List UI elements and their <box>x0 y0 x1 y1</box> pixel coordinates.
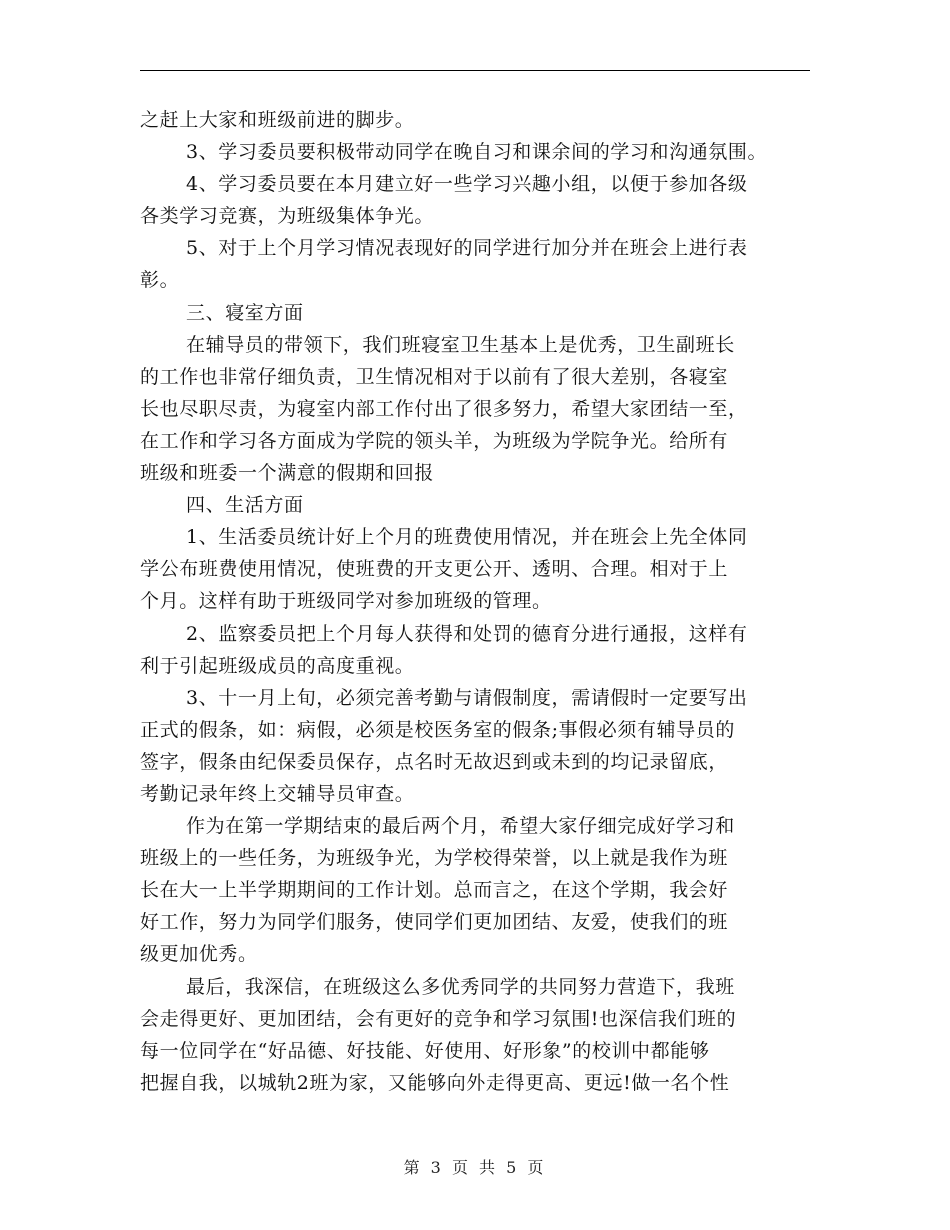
text-line: 2、监察委员把上个月每人获得和处罚的德育分进行通报，这样有 <box>186 622 748 645</box>
section-heading: 四、生活方面 <box>186 494 304 517</box>
section-heading: 三、寝室方面 <box>186 301 304 324</box>
text-line: 的工作也非常仔细负责，卫生情况相对于以前有了很大差别，各寝室 <box>140 365 729 388</box>
text-line: 利于引起班级成员的高度重视。 <box>140 654 415 677</box>
text-line: 考勤记录年终上交辅导员审查。 <box>140 782 415 805</box>
text-line: 3、学习委员要积极带动同学在晚自习和课余间的学习和沟通氛围。 <box>186 141 768 164</box>
text-line: 个月。这样有助于班级同学对参加班级的管理。 <box>140 590 552 613</box>
header-rule <box>140 70 810 71</box>
text-line: 作为在第一学期结束的最后两个月，希望大家仔细完成好学习和 <box>186 815 735 838</box>
text-line: 4、学习委员要在本月建立好一些学习兴趣小组，以便于参加各级 <box>186 173 748 196</box>
text-line: 正式的假条，如：病假，必须是校医务室的假条;事假必须有辅导员的 <box>140 718 736 741</box>
text-line: 在工作和学习各方面成为学院的领头羊，为班级为学院争光。给所有 <box>140 429 729 452</box>
text-line: 会走得更好、更加团结，会有更好的竞争和学习氛围!也深信我们班的 <box>140 1007 737 1030</box>
text-line: 签字，假条由纪保委员保存，点名时无故迟到或未到的均记录留底， <box>140 750 729 773</box>
text-line: 每一位同学在“好品德、好技能、好使用、好形象”的校训中都能够 <box>140 1039 710 1062</box>
text-line: 长也尽职尽责，为寝室内部工作付出了很多努力，希望大家团结一至， <box>140 397 748 420</box>
text-line: 班级上的一些任务，为班级争光，为学校得荣誉，以上就是我作为班 <box>140 847 729 870</box>
text-line: 把握自我，以城轨2班为家，又能够向外走得更高、更远!做一名个性 <box>140 1071 730 1094</box>
text-line: 最后，我深信，在班级这么多优秀同学的共同努力营造下，我班 <box>186 975 735 998</box>
text-line: 在辅导员的带领下，我们班寝室卫生基本上是优秀，卫生副班长 <box>186 333 735 356</box>
text-line: 之赶上大家和班级前进的脚步。 <box>140 109 415 131</box>
text-line: 级更加优秀。 <box>140 943 258 966</box>
text-line: 彰。 <box>140 269 180 292</box>
text-line: 学公布班费使用情况，使班费的开支更公开、透明、合理。相对于上 <box>140 558 729 581</box>
text-line: 5、对于上个月学习情况表现好的同学进行加分并在班会上进行表 <box>186 237 748 260</box>
text-line: 长在大一上半学期期间的工作计划。总而言之，在这个学期，我会好 <box>140 879 729 902</box>
document-body <box>140 104 810 1099</box>
text-line: 班级和班委一个满意的假期和回报 <box>140 462 435 485</box>
text-line: 3、十一月上旬，必须完善考勤与请假制度，需请假时一定要写出 <box>186 686 748 709</box>
page-footer: 第 3 页 共 5 页 <box>403 1158 547 1177</box>
text-line: 好工作，努力为同学们服务，使同学们更加团结、友爱，使我们的班 <box>140 911 729 934</box>
text-line: 各类学习竞赛，为班级集体争光。 <box>140 205 435 228</box>
text-line: 1、生活委员统计好上个月的班费使用情况，并在班会上先全体同 <box>186 526 748 549</box>
